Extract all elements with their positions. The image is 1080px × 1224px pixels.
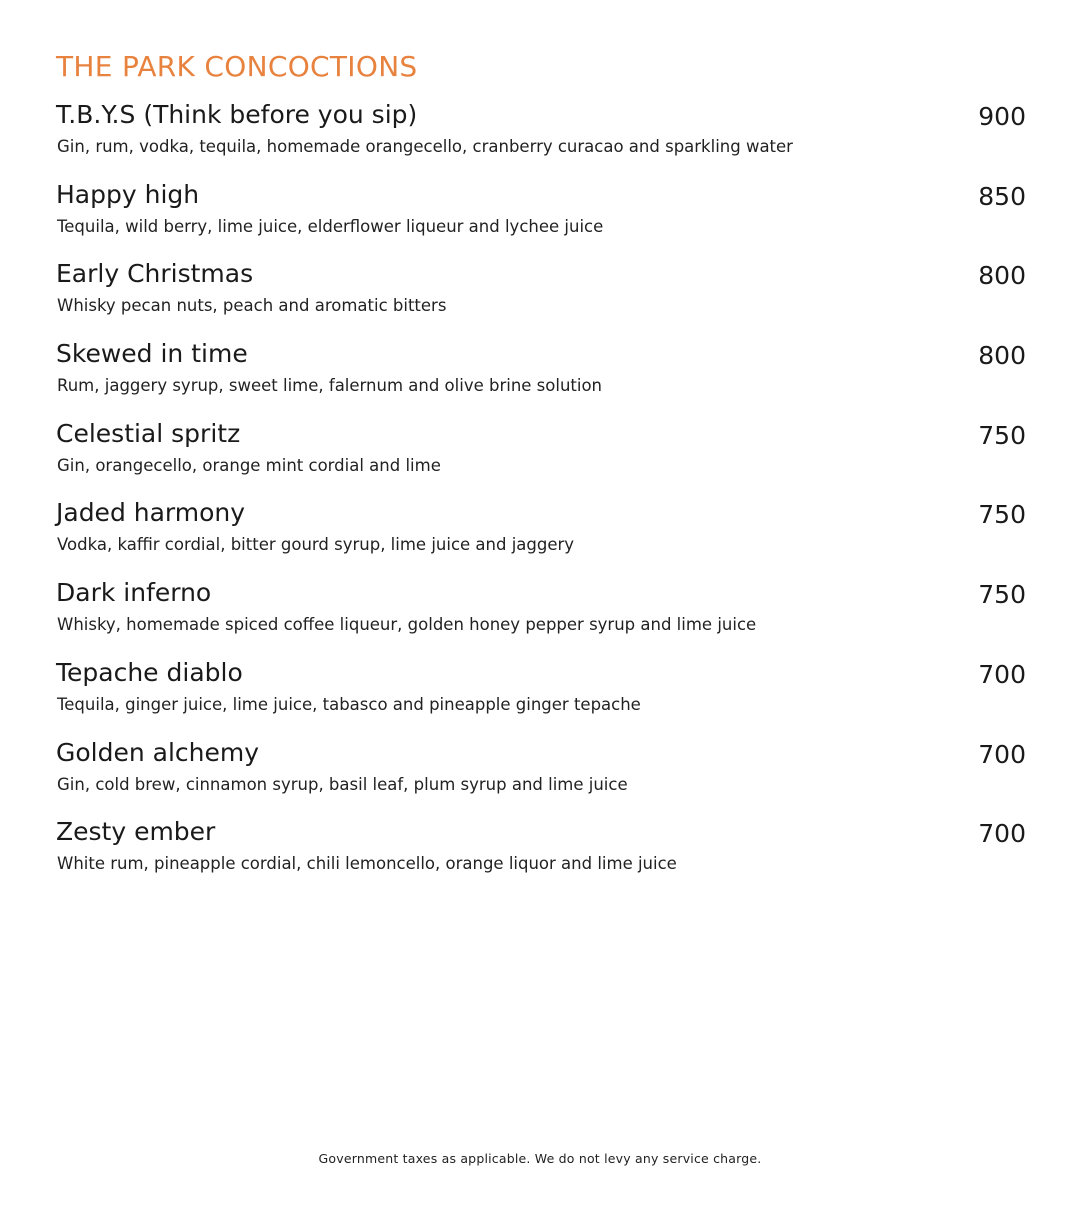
item-description: Rum, jaggery syrup, sweet lime, falernum and olive brine solution [57, 376, 603, 396]
menu-item [56, 576, 1026, 656]
menu-item [56, 337, 1026, 417]
item-name: Tepache diablo [56, 657, 243, 687]
menu-item [56, 257, 1026, 337]
menu-item [56, 417, 1026, 497]
item-price: 900 [978, 102, 1026, 131]
item-name: Skewed in time [56, 339, 248, 369]
menu-title: THE PARK CONCOCTIONS [56, 50, 418, 83]
item-name: Celestial spritz [56, 418, 241, 448]
item-name: Jaded harmony [56, 498, 246, 528]
item-name: Golden alchemy [56, 737, 260, 767]
item-price: 800 [978, 341, 1026, 371]
item-description: Vodka, kaffir cordial, bitter gourd syrup, lime juice and jaggery [57, 535, 575, 555]
item-name: Dark inferno [56, 578, 212, 608]
menu-item [56, 656, 1026, 736]
footer-note: Government taxes as applicable. We do not levy any service charge. [318, 1151, 762, 1166]
menu-item [56, 496, 1026, 576]
item-price: 850 [978, 181, 1026, 211]
menu-item [56, 98, 1026, 178]
item-price: 700 [978, 739, 1026, 769]
item-price: 700 [978, 819, 1026, 849]
item-price: 750 [978, 580, 1026, 610]
item-description: Gin, rum, vodka, tequila, homemade orangecello, cranberry curacao and sparkling water [57, 137, 793, 156]
item-name: Zesty ember [56, 817, 216, 847]
item-price: 700 [978, 659, 1026, 689]
item-description: Whisky pecan nuts, peach and aromatic bitters [57, 296, 447, 316]
item-price: 750 [978, 420, 1026, 450]
item-price: 750 [978, 500, 1026, 530]
item-description: Tequila, ginger juice, lime juice, tabasco and pineapple ginger tepache [57, 694, 641, 714]
menu-item [56, 736, 1026, 816]
item-name: Early Christmas [56, 259, 254, 289]
item-name: T.B.Y.S (Think before you sip) [56, 100, 418, 129]
item-name: Happy high [56, 179, 200, 209]
item-price: 800 [978, 261, 1026, 291]
item-description: Tequila, wild berry, lime juice, elderflower liqueur and lychee juice [57, 216, 604, 236]
item-description: Whisky, homemade spiced coffee liqueur, golden honey pepper syrup and lime juice [57, 615, 757, 635]
item-description: White rum, pineapple cordial, chili lemoncello, orange liquor and lime juice [57, 854, 677, 874]
menu-list [56, 98, 1026, 895]
menu-item [56, 178, 1026, 258]
menu-item [56, 815, 1026, 895]
item-description: Gin, cold brew, cinnamon syrup, basil leaf, plum syrup and lime juice [57, 774, 628, 794]
item-description: Gin, orangecello, orange mint cordial and lime [57, 455, 441, 475]
